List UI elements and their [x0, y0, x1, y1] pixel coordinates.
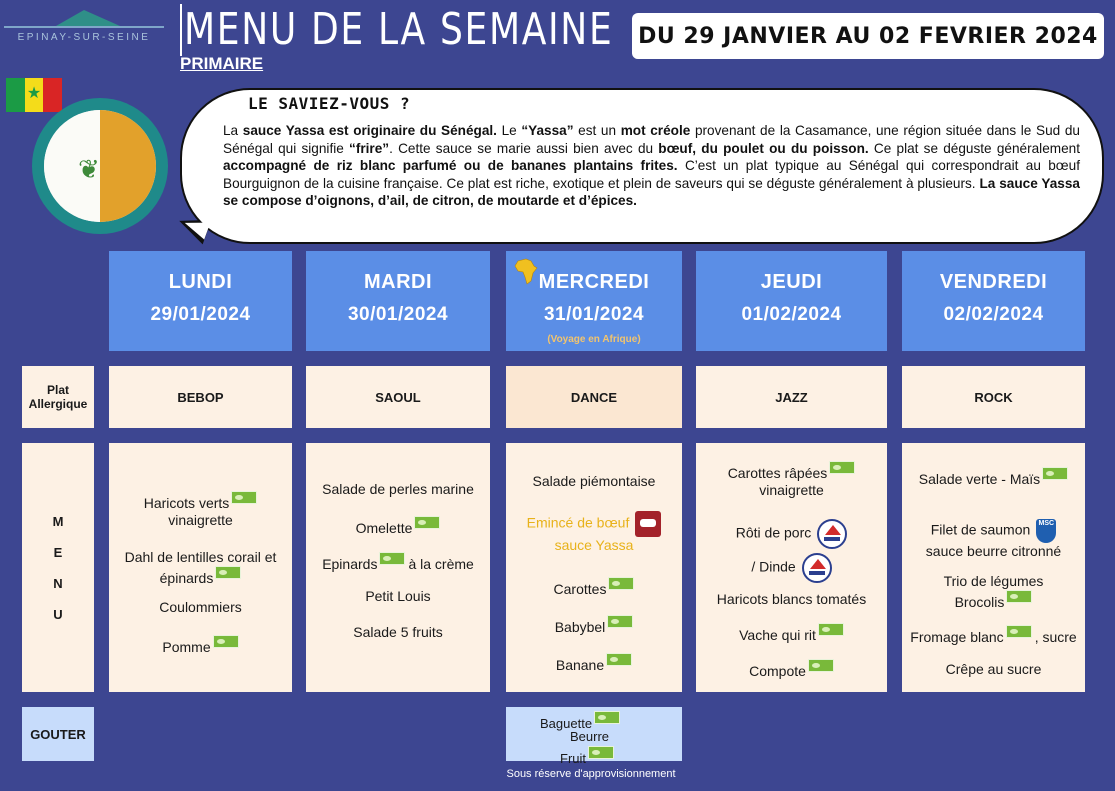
menu-item-text: Filet de saumon [930, 521, 1031, 538]
menu-item-text: Banane [555, 657, 605, 673]
menu-item-text: Haricots blancs tomatés [716, 591, 867, 607]
allergy-dish-jeudi: JAZZ [696, 366, 887, 428]
menu-item [696, 659, 887, 680]
day-name: MARDI [363, 271, 433, 293]
menu-item-text: Emincé de bœuf [526, 514, 630, 531]
bio-label-icon [213, 635, 239, 648]
menu-item [306, 481, 490, 498]
day-name: LUNDI [168, 271, 233, 293]
msc-label-icon: MSC [1036, 519, 1056, 543]
menu-item [109, 491, 292, 529]
day-name: MERCREDI [538, 271, 650, 293]
saviez-vous-heading: LE SAVIEZ-VOUS ? [248, 94, 411, 113]
menu-item [506, 511, 682, 554]
bio-label-icon [607, 615, 633, 628]
menu-item [696, 461, 887, 499]
menu-item [109, 635, 292, 656]
menu-item-text-line2: vinaigrette [759, 482, 824, 498]
saviez-vous-segment: mot créole [620, 123, 691, 138]
menu-mardi [306, 443, 490, 692]
saviez-vous-segment: Le [496, 123, 522, 138]
saviez-vous-segment: La [223, 123, 243, 138]
logo-mountain-icon [56, 10, 120, 26]
supply-disclaimer: Sous réserve d'approvisionnement [506, 768, 676, 780]
day-name: JEUDI [760, 271, 823, 293]
day-header-jeudi [696, 251, 887, 351]
logo-bar [4, 26, 164, 28]
date-range: DU 29 JANVIER AU 02 FEVRIER 2024 [638, 23, 1098, 49]
menu-item [306, 624, 490, 641]
header-divider [180, 4, 182, 56]
menu-item [902, 661, 1085, 678]
menu-mercredi [506, 443, 682, 692]
menu-item [696, 519, 887, 549]
saviez-vous-segment: provenant de la Casamance, une région située dans le Sud du Sénégal qui signifie [223, 123, 1080, 156]
saviez-vous-segment: Ce plat se déguste généralement [868, 140, 1080, 156]
day-header-lundi [109, 251, 292, 351]
row-label-menu: M E N U [22, 443, 94, 692]
menu-item-text: Pomme [162, 639, 211, 655]
menu-item [902, 467, 1085, 488]
bio-label-icon [829, 461, 855, 474]
day-theme-note: (Voyage en Afrique) [547, 334, 641, 345]
saviez-vous-segment: “frire” [349, 140, 390, 156]
menu-item-text: Salade de perles marine [322, 481, 474, 497]
menu-item-text: Compote [749, 663, 806, 679]
bio-label-icon [588, 746, 614, 759]
le-porc-francais-icon [817, 519, 847, 549]
day-date: 29/01/2024 [150, 304, 251, 325]
menu-item [506, 577, 682, 598]
bio-label-icon [594, 711, 620, 724]
saviez-vous-segment: bœuf, du poulet ou du poisson. [658, 140, 869, 156]
day-date: 01/02/2024 [741, 304, 842, 325]
day-date: 02/02/2024 [943, 304, 1044, 325]
menu-item-text: / Dinde [751, 558, 796, 575]
menu-item-text: Dahl de lentilles corail et [124, 549, 277, 565]
menu-item [306, 516, 490, 537]
gouter-menu [506, 707, 682, 766]
gouter-item-text: Beurre [570, 729, 610, 744]
bio-label-icon [818, 623, 844, 636]
saviez-vous-segment: La sauce Yassa se compose d’oignons, d’ail, de citron, de moutarde et d’épices. [223, 175, 1080, 208]
saviez-vous-segment: . Cette sauce se marie aussi bien avec du [389, 140, 659, 156]
menu-item-text: Rôti de porc [735, 524, 812, 541]
menu-item-text: Salade piémontaise [532, 473, 656, 489]
viande-bovine-francaise-icon [635, 511, 661, 537]
bio-label-icon [808, 659, 834, 672]
row-label-gouter: GOUTER [22, 707, 94, 761]
menu-item [109, 599, 292, 616]
menu-item-text: Crêpe au sucre [945, 661, 1042, 677]
menu-item [109, 549, 292, 587]
menu-item-text: Fromage blanc [910, 629, 1004, 645]
allergy-dish-mercredi: DANCE [506, 366, 682, 428]
allergy-dish-vendredi: ROCK [902, 366, 1085, 428]
gouter-item [560, 746, 614, 766]
bio-label-icon [608, 577, 634, 590]
saviez-vous-segment: sauce Yassa est originaire du Sénégal. [242, 123, 497, 138]
menu-item-text: Salade verte - Maïs [918, 471, 1041, 487]
gouter-item [540, 711, 620, 731]
menu-jeudi [696, 443, 887, 692]
allergy-dish-mardi: SAOUL [306, 366, 490, 428]
menu-item-text-line2: épinards [159, 570, 214, 586]
bio-label-icon [379, 552, 405, 565]
saviez-vous-segment: accompagné de riz blanc parfumé ou de bananes plantains frites. [223, 158, 678, 173]
menu-item-text: Haricots verts [143, 495, 230, 511]
day-name: VENDREDI [939, 271, 1048, 293]
menu-item [506, 473, 682, 490]
epinay-logo [4, 8, 164, 44]
bio-label-icon [215, 566, 241, 579]
yassa-plate-image [32, 98, 168, 234]
menu-item-text-line2: Brocolis [954, 594, 1005, 610]
page-title: MENU DE LA SEMAINE [184, 4, 614, 55]
menu-item-text: Vache qui rit [739, 627, 816, 643]
menu-item-text-after: à la crème [408, 556, 474, 572]
day-header-mardi [306, 251, 490, 351]
menu-item-text: Babybel [554, 619, 606, 635]
menu-item [306, 588, 490, 605]
date-range-box [632, 13, 1104, 59]
senegal-flag-icon: ★ [6, 78, 62, 112]
menu-item [902, 573, 1085, 611]
menu-item-text: Carottes râpées [727, 465, 828, 481]
menu-item [696, 553, 887, 583]
logo-text: EPINAY-SUR-SEINE [17, 32, 151, 43]
menu-item [902, 625, 1085, 646]
menu-item-text-after: , sucre [1034, 629, 1077, 645]
menu-item-text: Petit Louis [365, 588, 431, 604]
row-label-plat-allergique: Plat Allergique [22, 366, 94, 428]
menu-item-text: Coulommiers [159, 599, 242, 615]
bio-label-icon [1006, 625, 1032, 638]
saviez-vous-text [223, 122, 1080, 210]
menu-item [506, 653, 682, 674]
allergy-dish-lundi: BEBOP [109, 366, 292, 428]
menu-item-text: Trio de légumes [943, 573, 1044, 589]
day-header-vendredi [902, 251, 1085, 351]
day-date: 30/01/2024 [347, 304, 449, 325]
menu-item [696, 591, 887, 608]
saviez-vous-segment: est un [573, 123, 621, 138]
herb-icon: ❦ [78, 154, 100, 184]
page-subtitle: PRIMAIRE [180, 54, 264, 73]
bio-label-icon [1006, 590, 1032, 603]
saviez-vous-segment: “Yassa” [521, 123, 574, 138]
menu-item [306, 552, 490, 573]
menu-item-text-line2: vinaigrette [168, 512, 233, 528]
menu-item-text: Carottes [553, 581, 607, 597]
menu-item-text: Epinards [322, 556, 378, 572]
menu-lundi [109, 443, 292, 692]
menu-item [506, 615, 682, 636]
day-date: 31/01/2024 [543, 304, 645, 325]
day-header-mercredi [506, 251, 682, 351]
menu-item-text-line2: sauce Yassa [554, 537, 634, 553]
menu-item [902, 519, 1085, 560]
bio-label-icon [414, 516, 440, 529]
menu-item-text: Salade 5 fruits [353, 624, 443, 640]
gouter-item-text: Baguette [540, 716, 593, 731]
volaille-francaise-icon [802, 553, 832, 583]
bio-label-icon [606, 653, 632, 666]
menu-vendredi [902, 443, 1085, 692]
menu-item-text-line2: sauce beurre citronné [925, 543, 1062, 559]
gouter-item-text: Fruit [560, 751, 586, 766]
africa-icon [514, 257, 538, 285]
gouter-item [570, 729, 609, 744]
menu-item [696, 623, 887, 644]
menu-item-text: Omelette [355, 520, 413, 536]
saviez-vous-segment: C’est un plat typique au Sénégal qui correspondrait au bœuf Bourguignon de la cuisine française. Ce plat est riche, exotique et plein de saveurs qui se déguste généralement à plusieurs. [223, 158, 1080, 191]
bio-label-icon [231, 491, 257, 504]
bio-label-icon [1042, 467, 1068, 480]
